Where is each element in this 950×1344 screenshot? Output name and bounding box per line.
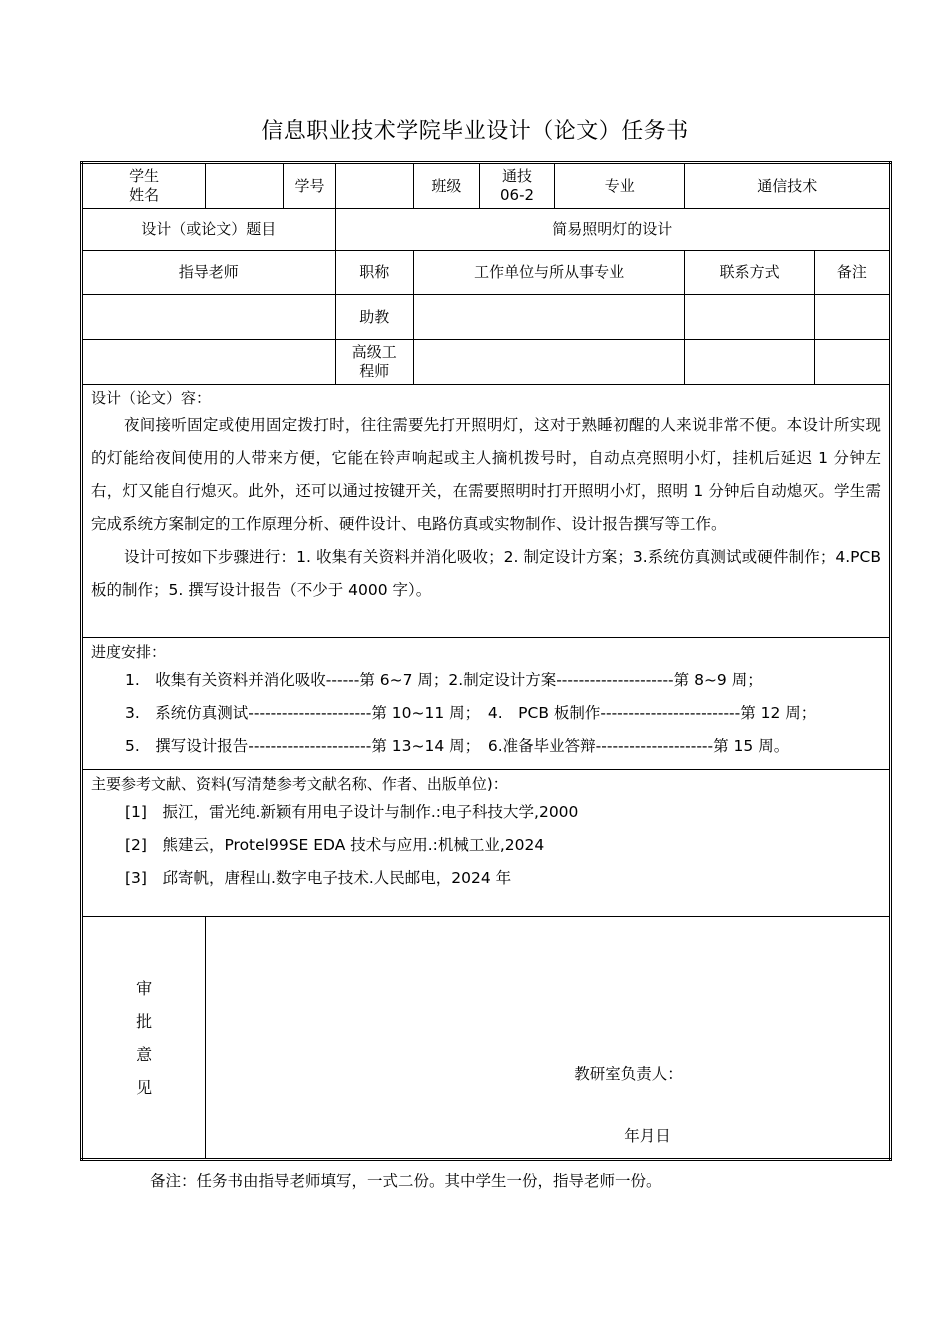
- major-label: 专业: [555, 163, 685, 209]
- advisor-row: [82, 340, 891, 385]
- contact-header: 联系方式: [685, 251, 814, 295]
- class-label: 班级: [413, 163, 479, 209]
- advisor-name-cell[interactable]: [82, 295, 336, 340]
- content-cell: [82, 385, 891, 638]
- topic-value: 简易照明灯的设计: [335, 209, 890, 251]
- content-steps: 设计可按如下步骤进行：1. 收集有关资料并消化吸收；2. 制定设计方案；3.系统仿真测试或硬件制作；4.PCB 板的制作；5. 撰写设计报告（不少于 4000 字）。: [91, 548, 881, 599]
- schedule-heading: 进度安排：: [91, 643, 167, 661]
- advisor-unit-cell[interactable]: [413, 340, 685, 385]
- topic-label: 设计（或论文）题目: [82, 209, 336, 251]
- approval-label: 审 批 意 见: [82, 917, 206, 1160]
- student-id-value[interactable]: [335, 163, 413, 209]
- student-name-label: 学生 姓名: [82, 163, 206, 209]
- advisor-title-cell: 高级工 程师: [335, 340, 413, 385]
- advisor-contact-cell[interactable]: [685, 340, 814, 385]
- advisor-remark-cell[interactable]: [814, 340, 890, 385]
- footnote: 备注：任务书由指导老师填写，一式二份。其中学生一份，指导老师一份。: [150, 1172, 662, 1190]
- content-paragraph: 夜间接听固定或使用固定拨打时，往往需要先打开照明灯，这对于熟睡初醒的人来说非常不便。本设计所实现的灯能给夜间使用的人带来方便，它能在铃声响起或主人摘机拨号时，自动点亮照明小灯，挂机后延迟 1 分钟左右，灯又能自行熄灭。此外，还可以通过按键开关，在需要照明时打开照明小灯，照明 1 分钟后自动熄灭。学生需完成系统方案制定的工作原理分析、硬件设计、电路仿真或实物制作、设计报告撰写等工作。: [91, 416, 881, 533]
- content-row: [82, 385, 891, 638]
- advisor-header-row: [82, 251, 891, 295]
- remark-header: 备注: [814, 251, 890, 295]
- reference-item: [3] 邱寄帆，唐程山.数字电子技术.人民邮电，2024 年: [125, 869, 512, 887]
- class-value: 通技 06-2: [479, 163, 554, 209]
- schedule-line: 3. 系统仿真测试----------------------第 10~11 周； 4. PCB 板制作-------------------------第 12 周；: [125, 704, 817, 722]
- student-id-label: 学号: [284, 163, 335, 209]
- references-cell: [82, 770, 891, 917]
- references-heading: 主要参考文献、资料(写清楚参考文献名称、作者、出版单位)：: [91, 775, 508, 793]
- schedule-cell: [82, 638, 891, 770]
- major-value: 通信技术: [685, 163, 891, 209]
- schedule-line: 1. 收集有关资料并消化吸收------第 6~7 周；2.制定设计方案---------------------第 8~9 周；: [125, 671, 763, 689]
- student-name-value[interactable]: [206, 163, 284, 209]
- task-form-table: [80, 161, 892, 1161]
- advisor-name-cell[interactable]: [82, 340, 336, 385]
- schedule-row: [82, 638, 891, 770]
- office-head-signature: 教研室负责人：: [574, 1065, 683, 1083]
- advisor-row: [82, 295, 891, 340]
- content-heading: 设计（论文）容：: [91, 389, 212, 407]
- advisor-header: 指导老师: [82, 251, 336, 295]
- approval-area[interactable]: [206, 917, 891, 1160]
- topic-row: [82, 209, 891, 251]
- advisor-title-cell: 助教: [335, 295, 413, 340]
- approval-row: [82, 917, 891, 1160]
- title-header: 职称: [335, 251, 413, 295]
- reference-item: [2] 熊建云，Protel99SE EDA 技术与应用.:机械工业,2024: [125, 836, 545, 854]
- reference-item: [1] 振江，雷光纯.新颖有用电子设计与制作.:电子科技大学,2000: [125, 803, 579, 821]
- advisor-unit-cell[interactable]: [413, 295, 685, 340]
- approval-date: 年月日: [624, 1127, 671, 1145]
- references-row: [82, 770, 891, 917]
- schedule-line: 5. 撰写设计报告----------------------第 13~14 周； 6.准备毕业答辩---------------------第 15 周。: [125, 737, 790, 755]
- advisor-contact-cell[interactable]: [685, 295, 814, 340]
- page-title: 信息职业技术学院毕业设计（论文）任务书: [261, 119, 689, 144]
- unit-header: 工作单位与所从事专业: [413, 251, 685, 295]
- advisor-remark-cell[interactable]: [814, 295, 890, 340]
- student-info-row: [82, 163, 891, 209]
